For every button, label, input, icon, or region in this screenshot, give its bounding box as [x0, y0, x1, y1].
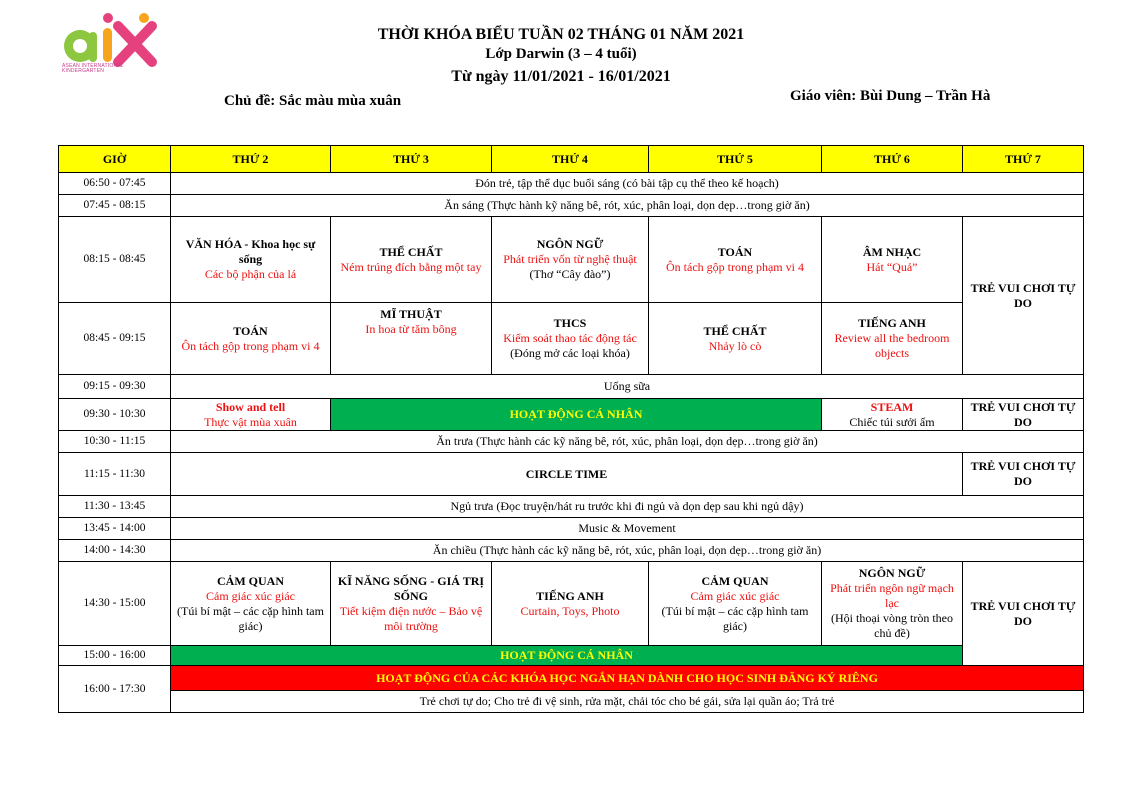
- time-cell: 08:15 - 08:45: [59, 217, 171, 303]
- lesson-title: Show and tell: [215, 399, 286, 414]
- lesson-detail: Ôn tách gộp trong phạm vi 4: [181, 338, 320, 353]
- teacher-line: Giáo viên: Bùi Dung – Trần Hà: [790, 88, 991, 104]
- lesson-detail: Hát “Quả”: [866, 259, 918, 274]
- class-name: Lớp Darwin (3 – 4 tuổi): [485, 46, 637, 62]
- activity-cell: Ngủ trưa (Đọc truyện/hát ru trước khi đi ngủ và dọn dẹp sau khi ngủ dậy): [171, 496, 1084, 518]
- free-play-cell: TRẺ VUI CHƠI TỰ DO: [963, 562, 1084, 666]
- lesson-title: ÂM NHẠC: [862, 244, 922, 259]
- table-row: [59, 691, 1084, 713]
- time-cell: 06:50 - 07:45: [59, 173, 171, 195]
- lesson-note: (Thơ “Cây đào”): [529, 267, 611, 281]
- lesson-note: (Đóng mở các loại khóa): [510, 346, 630, 360]
- lesson-cell: [171, 217, 331, 303]
- table-row: [59, 375, 1084, 399]
- lesson-cell: [649, 303, 822, 375]
- lesson-note: (Túi bí mật – các cặp hình tam giác): [661, 603, 809, 633]
- lesson-cell: [492, 562, 649, 646]
- lesson-detail: Ném trúng đích bằng một tay: [340, 259, 482, 274]
- lesson-title: VĂN HÓA - Khoa học sự sống: [185, 237, 316, 266]
- date-range: Từ ngày 11/01/2021 - 16/01/2021: [451, 68, 671, 85]
- lesson-title: MĨ THUẬT: [380, 307, 442, 321]
- lesson-detail: Tiết kiệm điện nước – Bảo vệ môi trường: [339, 603, 483, 633]
- header-row: [59, 146, 1084, 173]
- activity-cell: Music & Movement: [171, 518, 1084, 540]
- col-header-sat: THỨ 7: [963, 146, 1084, 173]
- time-cell: 11:15 - 11:30: [59, 453, 171, 496]
- lesson-cell: [822, 562, 963, 646]
- table-row: [59, 303, 1084, 375]
- lesson-detail: Cảm giác xúc giác: [690, 588, 780, 603]
- col-header-mon: THỨ 2: [171, 146, 331, 173]
- lesson-cell: [331, 217, 492, 303]
- lesson-cell: [492, 217, 649, 303]
- lesson-cell: [171, 303, 331, 375]
- time-cell: 09:30 - 10:30: [59, 399, 171, 431]
- individual-activity-cell: HOẠT ĐỘNG CÁ NHÂN: [331, 399, 822, 431]
- activity-cell: Ăn sáng (Thực hành kỹ năng bê, rót, xúc, phân loại, dọn dẹp…trong giờ ăn): [171, 195, 1084, 217]
- table-row: [59, 518, 1084, 540]
- lesson-cell: [649, 217, 822, 303]
- time-cell: 11:30 - 13:45: [59, 496, 171, 518]
- col-header-tue: THỨ 3: [331, 146, 492, 173]
- lesson-detail: Nhảy lò cò: [708, 338, 762, 353]
- lesson-detail: Chiếc túi sưởi ấm: [849, 414, 935, 429]
- lesson-title: THCS: [553, 316, 587, 330]
- page-title: THỜI KHÓA BIỂU TUẦN 02 THÁNG 01 NĂM 2021: [377, 26, 745, 43]
- lesson-cell: [492, 303, 649, 375]
- subject-line: [224, 93, 401, 110]
- table-row: [59, 453, 1084, 496]
- lesson-title: TOÁN: [717, 244, 753, 259]
- lesson-title: STEAM: [870, 399, 914, 414]
- table-row: [59, 496, 1084, 518]
- lesson-detail: Các bộ phận của lá: [204, 267, 297, 281]
- lesson-cell: [331, 562, 492, 646]
- activity-cell: Ăn chiều (Thực hành các kỹ năng bê, rót, xúc, phân loại, dọn dẹp…trong giờ ăn): [171, 540, 1084, 562]
- lesson-title: NGÔN NGỮ: [858, 566, 926, 580]
- lesson-detail: Phát triển vốn từ nghệ thuật: [503, 252, 637, 266]
- lesson-cell: [822, 399, 963, 431]
- lesson-detail: Ôn tách gộp trong phạm vi 4: [666, 259, 804, 274]
- time-cell: 09:15 - 09:30: [59, 375, 171, 399]
- time-cell: 14:30 - 15:00: [59, 562, 171, 646]
- col-header-wed: THỨ 4: [492, 146, 649, 173]
- lesson-title: THỂ CHẤT: [703, 323, 767, 338]
- lesson-cell: [331, 303, 492, 375]
- lesson-title: CẢM QUAN: [217, 573, 284, 588]
- time-cell: 13:45 - 14:00: [59, 518, 171, 540]
- lesson-detail: Cảm giác xúc giác: [206, 588, 295, 603]
- subject-label: Chủ đề:: [224, 93, 276, 109]
- time-cell: 15:00 - 16:00: [59, 646, 171, 666]
- lesson-title: CẢM QUAN: [701, 573, 769, 588]
- activity-cell: Trẻ chơi tự do; Cho trẻ đi vệ sinh, rửa mặt, chải tóc cho bé gái, sửa lại quần áo; Trả trẻ: [171, 691, 1084, 713]
- table-row: [59, 217, 1084, 303]
- timetable: [58, 145, 1084, 713]
- activity-cell: Uống sữa: [171, 375, 1084, 399]
- lesson-note: (Túi bí mật – các cặp hình tam giác): [177, 603, 324, 633]
- lesson-cell: [171, 562, 331, 646]
- table-row: [59, 399, 1084, 431]
- lesson-detail: Phát triển ngôn ngữ mạch lạc: [830, 581, 954, 610]
- lesson-title: TOÁN: [233, 323, 268, 338]
- lesson-title: KĨ NĂNG SỐNG - GIÁ TRỊ SỐNG: [337, 573, 485, 603]
- table-row: [59, 562, 1084, 646]
- table-row: [59, 666, 1084, 691]
- time-cell: 16:00 - 17:30: [59, 666, 171, 713]
- free-play-cell: TRẺ VUI CHƠI TỰ DO: [963, 453, 1084, 496]
- col-header-thu: THỨ 5: [649, 146, 822, 173]
- time-cell: 14:00 - 14:30: [59, 540, 171, 562]
- time-cell: 08:45 - 09:15: [59, 303, 171, 375]
- free-play-cell: TRẺ VUI CHƠI TỰ DO: [963, 217, 1084, 375]
- free-play-cell: TRẺ VUI CHƠI TỰ DO: [963, 399, 1084, 431]
- lesson-detail: Curtain, Toys, Photo: [520, 603, 620, 618]
- lesson-cell: [649, 562, 822, 646]
- table-row: [59, 195, 1084, 217]
- individual-activity-cell: HOẠT ĐỘNG CÁ NHÂN: [171, 646, 963, 666]
- activity-cell: Đón trẻ, tập thể dục buổi sáng (có bài tập cụ thể theo kế hoạch): [171, 173, 1084, 195]
- time-cell: 10:30 - 11:15: [59, 431, 171, 453]
- col-header-time: GIỜ: [59, 146, 171, 173]
- lesson-title: NGÔN NGỮ: [536, 237, 604, 251]
- lesson-cell: [822, 217, 963, 303]
- lesson-detail: In hoa từ tăm bông: [365, 322, 457, 336]
- table-row: [59, 540, 1084, 562]
- table-row: [59, 431, 1084, 453]
- time-cell: 07:45 - 08:15: [59, 195, 171, 217]
- table-row: [59, 646, 1084, 666]
- lesson-note: (Hội thoại vòng tròn theo chủ đề): [831, 611, 953, 640]
- logo-caption: ASEAN INTERNATIONAL KINDERGARTEN: [62, 63, 124, 74]
- lesson-cell: [171, 399, 331, 431]
- lesson-title: THỂ CHẤT: [379, 244, 443, 259]
- subject-value: Sắc màu mùa xuân: [279, 93, 402, 109]
- activity-cell: Ăn trưa (Thực hành các kỹ năng bê, rót, xúc, phân loại, dọn dẹp…trong giờ ăn): [171, 431, 1084, 453]
- lesson-detail: Thực vật mùa xuân: [204, 414, 297, 429]
- lesson-title: TIẾNG ANH: [858, 316, 926, 330]
- table-row: [59, 173, 1084, 195]
- short-course-cell: HOẠT ĐỘNG CỦA CÁC KHÓA HỌC NGẮN HẠN DÀNH CHO HỌC SINH ĐĂNG KÝ RIÊNG: [171, 666, 1084, 691]
- lesson-detail: Kiểm soát thao tác động tác: [503, 331, 637, 345]
- col-header-fri: THỨ 6: [822, 146, 963, 173]
- lesson-title: TIẾNG ANH: [536, 588, 604, 603]
- lesson-detail: Review all the bedroom objects: [834, 331, 950, 360]
- circle-time-cell: CIRCLE TIME: [171, 453, 963, 496]
- lesson-cell: [822, 303, 963, 375]
